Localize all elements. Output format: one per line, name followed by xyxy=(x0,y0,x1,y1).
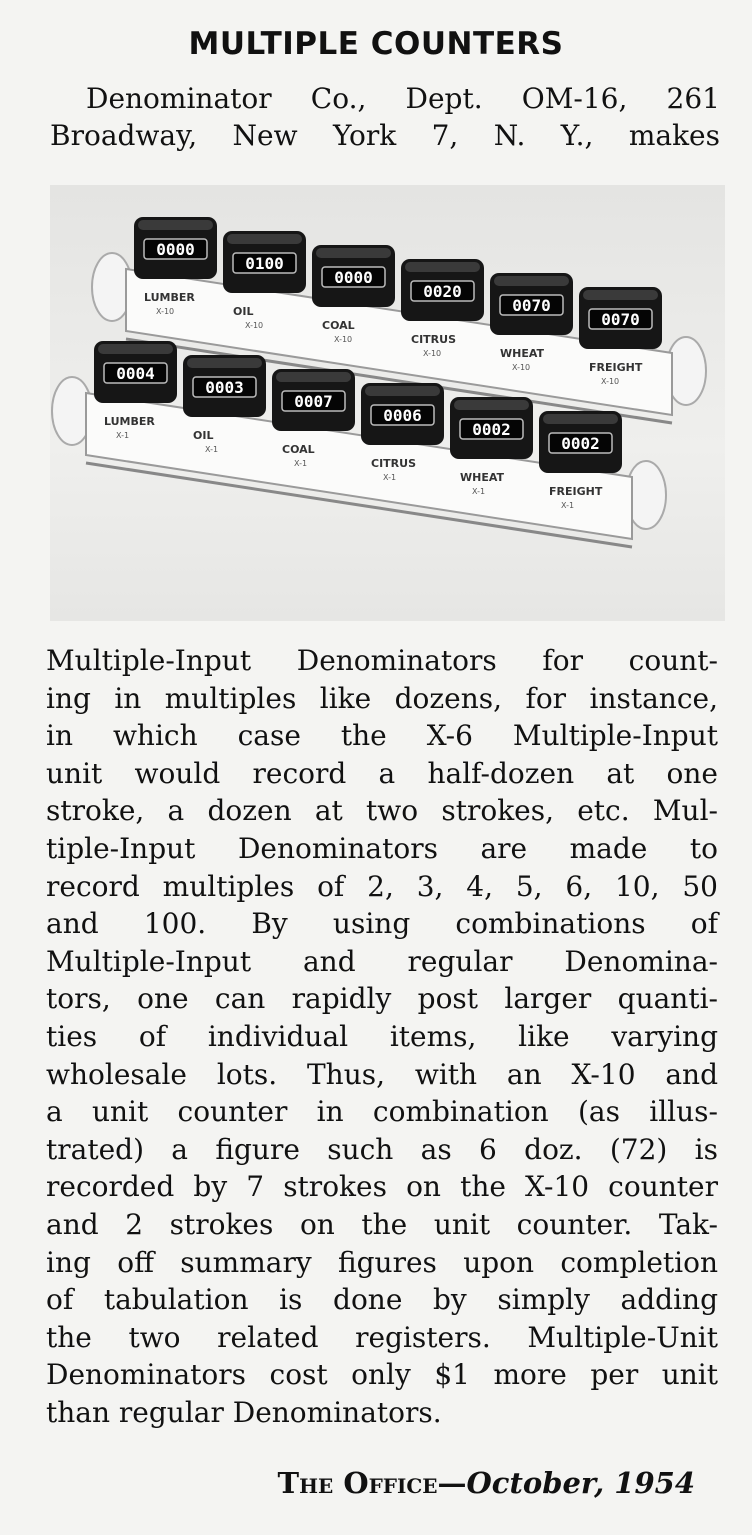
counter-multiplier: X-1 xyxy=(472,487,486,496)
source-credit xyxy=(270,1466,695,1500)
counter-multiplier: X-10 xyxy=(601,377,620,386)
body-line: recorded by 7 strokes on the X-10 counter xyxy=(46,1170,718,1204)
counter-label: OIL xyxy=(233,305,254,318)
intro-paragraph xyxy=(50,80,720,154)
counter-multiplier: X-10 xyxy=(334,335,353,344)
counter-label: LUMBER xyxy=(104,415,155,428)
counter-label: LUMBER xyxy=(144,291,195,304)
body-line: than regular Denominators. xyxy=(46,1395,442,1429)
counter-label: COAL xyxy=(322,319,355,332)
counter-highlight xyxy=(138,220,213,230)
body-line: in which case the X-6 Multiple-Input xyxy=(46,719,718,753)
body-line: and 2 strokes on the unit counter. Tak- xyxy=(46,1207,718,1241)
body-line: tors, one can rapidly post larger quanti- xyxy=(46,982,718,1016)
counter-highlight xyxy=(98,344,173,354)
body-line: tiple-Input Denominators are made to xyxy=(46,831,718,865)
counter-multiplier: X-1 xyxy=(205,445,219,454)
counter-label: WHEAT xyxy=(460,471,505,484)
counter-multiplier: X-1 xyxy=(116,431,130,440)
publication-name: The Office xyxy=(277,1466,438,1500)
body-line: Multiple-Input and regular Denomina- xyxy=(46,944,718,978)
counter-multiplier: X-10 xyxy=(245,321,264,330)
counter-reading: 0002 xyxy=(472,420,511,439)
body-line: of tabulation is done by simply adding xyxy=(46,1283,718,1317)
body-line: ing off summary figures upon completion xyxy=(46,1245,718,1279)
counter-highlight xyxy=(276,372,351,382)
counter-label: FREIGHT xyxy=(589,361,643,374)
counter-highlight xyxy=(187,358,262,368)
counter-reading: 0006 xyxy=(383,406,422,425)
counter-reading: 0007 xyxy=(294,392,333,411)
counter-reading: 0004 xyxy=(116,364,155,383)
credit-separator: — xyxy=(437,1466,467,1500)
counter-reading: 0070 xyxy=(601,310,640,329)
counter-multiplier: X-1 xyxy=(294,459,308,468)
counter-multiplier: X-10 xyxy=(156,307,175,316)
counter-multiplier: X-1 xyxy=(561,501,575,510)
body-line: a unit counter in combination (as illus- xyxy=(46,1095,718,1129)
body-line: Denominators cost only $1 more per unit xyxy=(46,1358,718,1392)
body-line: and 100. By using combinations of xyxy=(46,907,718,941)
counter-highlight xyxy=(583,290,658,300)
counter-reading: 0000 xyxy=(334,268,373,287)
intro-line: Broadway, New York 7, N. Y., makes xyxy=(50,119,720,152)
counter-label: OIL xyxy=(193,429,214,442)
counter-reading: 0100 xyxy=(245,254,284,273)
product-photo xyxy=(50,185,725,621)
counter-highlight xyxy=(405,262,480,272)
intro-line: Denominator Co., Dept. OM-16, 261 xyxy=(86,82,720,115)
counter-reading: 0002 xyxy=(561,434,600,453)
counter-bank-illustration xyxy=(50,185,725,621)
counter-highlight xyxy=(365,386,440,396)
counter-label: WHEAT xyxy=(500,347,545,360)
counter-reading: 0070 xyxy=(512,296,551,315)
counter-highlight xyxy=(454,400,529,410)
body-line: stroke, a dozen at two strokes, etc. Mul- xyxy=(46,794,718,828)
counter-highlight xyxy=(227,234,302,244)
article-body xyxy=(46,642,718,1431)
counter-highlight xyxy=(494,276,569,286)
body-line: trated) a figure such as 6 doz. (72) is xyxy=(46,1132,718,1166)
counter-rows xyxy=(52,217,706,547)
counter-label: FREIGHT xyxy=(549,485,603,498)
counter-multiplier: X-10 xyxy=(423,349,442,358)
body-line: wholesale lots. Thus, with an X-10 and xyxy=(46,1057,718,1091)
article-title: MULTIPLE COUNTERS xyxy=(188,26,564,62)
counter-label: CITRUS xyxy=(411,333,456,346)
counter-label: CITRUS xyxy=(371,457,416,470)
body-line: ties of individual items, like varying xyxy=(46,1019,718,1053)
counter-multiplier: X-1 xyxy=(383,473,397,482)
body-line: the two related registers. Multiple-Unit xyxy=(46,1320,718,1354)
body-line: Multiple-Input Denominators for count- xyxy=(46,644,718,677)
counter-highlight xyxy=(316,248,391,258)
publication-date: October, 1954 xyxy=(466,1466,695,1500)
body-line: record multiples of 2, 3, 4, 5, 6, 10, 50 xyxy=(46,869,718,903)
counter-reading: 0020 xyxy=(423,282,462,301)
body-line: unit would record a half-dozen at one xyxy=(46,756,718,790)
counter-reading: 0000 xyxy=(156,240,195,259)
counter-reading: 0003 xyxy=(205,378,244,397)
counter-highlight xyxy=(543,414,618,424)
counter-label: COAL xyxy=(282,443,315,456)
body-line: ing in multiples like dozens, for instance, xyxy=(46,681,718,715)
counter-multiplier: X-10 xyxy=(512,363,531,372)
